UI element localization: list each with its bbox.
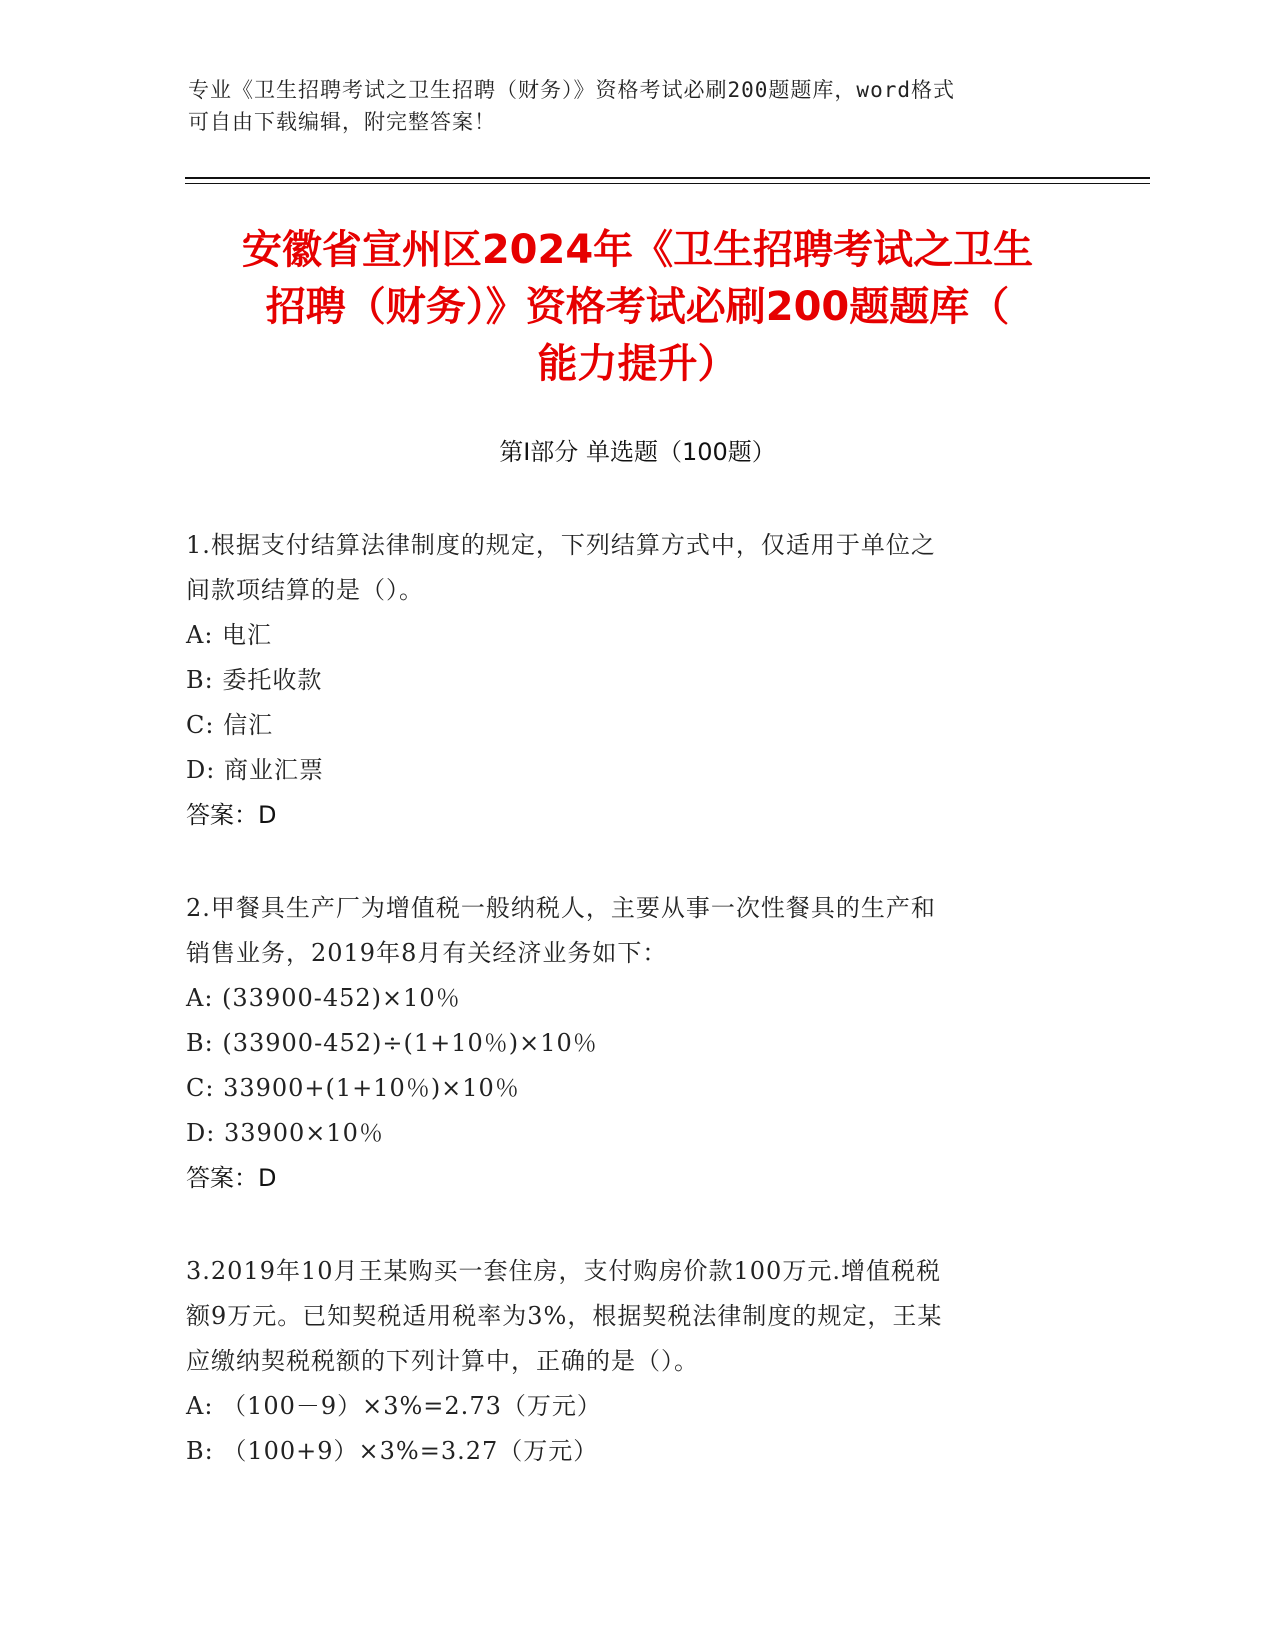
- section-title: 第Ⅰ部分 单选题（100题）: [499, 438, 776, 466]
- title-line: 能力提升）: [537, 341, 738, 387]
- option-a: A: (33900-452)×10％: [186, 984, 461, 1012]
- header-note-line: 专业《卫生招聘考试之卫生招聘（财务）》资格考试必刷200题题库，word格式: [188, 78, 955, 102]
- question-stem-line: 销售业务，2019年8月有关经济业务如下：: [186, 939, 668, 967]
- option-a: A: （100－9）×3%=2.73（万元）: [186, 1392, 602, 1420]
- header-note: [188, 74, 1088, 138]
- question-stem-line: 3.2019年10月王某购买一套住房，支付购房价款100万元.增值税税: [186, 1257, 941, 1285]
- option-b: B: 委托收款: [186, 666, 323, 694]
- question-stem-line: 2.甲餐具生产厂为增值税一般纳税人，主要从事一次性餐具的生产和: [186, 894, 936, 922]
- title-line: 招聘（财务）》资格考试必刷200题题库（: [265, 284, 1010, 330]
- answer-line: 答案：D: [186, 1164, 277, 1192]
- question-stem-line: 间款项结算的是（）。: [186, 576, 424, 604]
- title-line: 安徽省宣州区2024年《卫生招聘考试之卫生: [241, 227, 1034, 273]
- question-stem-line: 额9万元。已知契税适用税率为3%，根据契税法律制度的规定，王某: [186, 1302, 943, 1330]
- option-c: C: 33900+(1+10％)×10％: [186, 1074, 520, 1102]
- header-divider-thin: [185, 183, 1150, 184]
- document-title: [160, 222, 1115, 393]
- question-3: [186, 1249, 1086, 1474]
- option-d: D: 33900×10％: [186, 1119, 384, 1147]
- option-d: D: 商业汇票: [186, 756, 324, 784]
- question-1: [186, 523, 1086, 838]
- question-stem-line: 应缴纳契税税额的下列计算中，正确的是（）。: [186, 1347, 699, 1375]
- question-stem-line: 1.根据支付结算法律制度的规定，下列结算方式中，仅适用于单位之: [186, 531, 936, 559]
- option-b: B: （100+9）×3%=3.27（万元）: [186, 1437, 599, 1465]
- header-divider-thick: [185, 177, 1150, 179]
- option-a: A: 电汇: [186, 621, 273, 649]
- question-2: [186, 886, 1086, 1201]
- option-b: B: (33900-452)÷(1+10％)×10％: [186, 1029, 598, 1057]
- option-c: C: 信汇: [186, 711, 274, 739]
- answer-line: 答案：D: [186, 801, 277, 829]
- header-note-line: 可自由下载编辑，附完整答案！: [188, 110, 496, 134]
